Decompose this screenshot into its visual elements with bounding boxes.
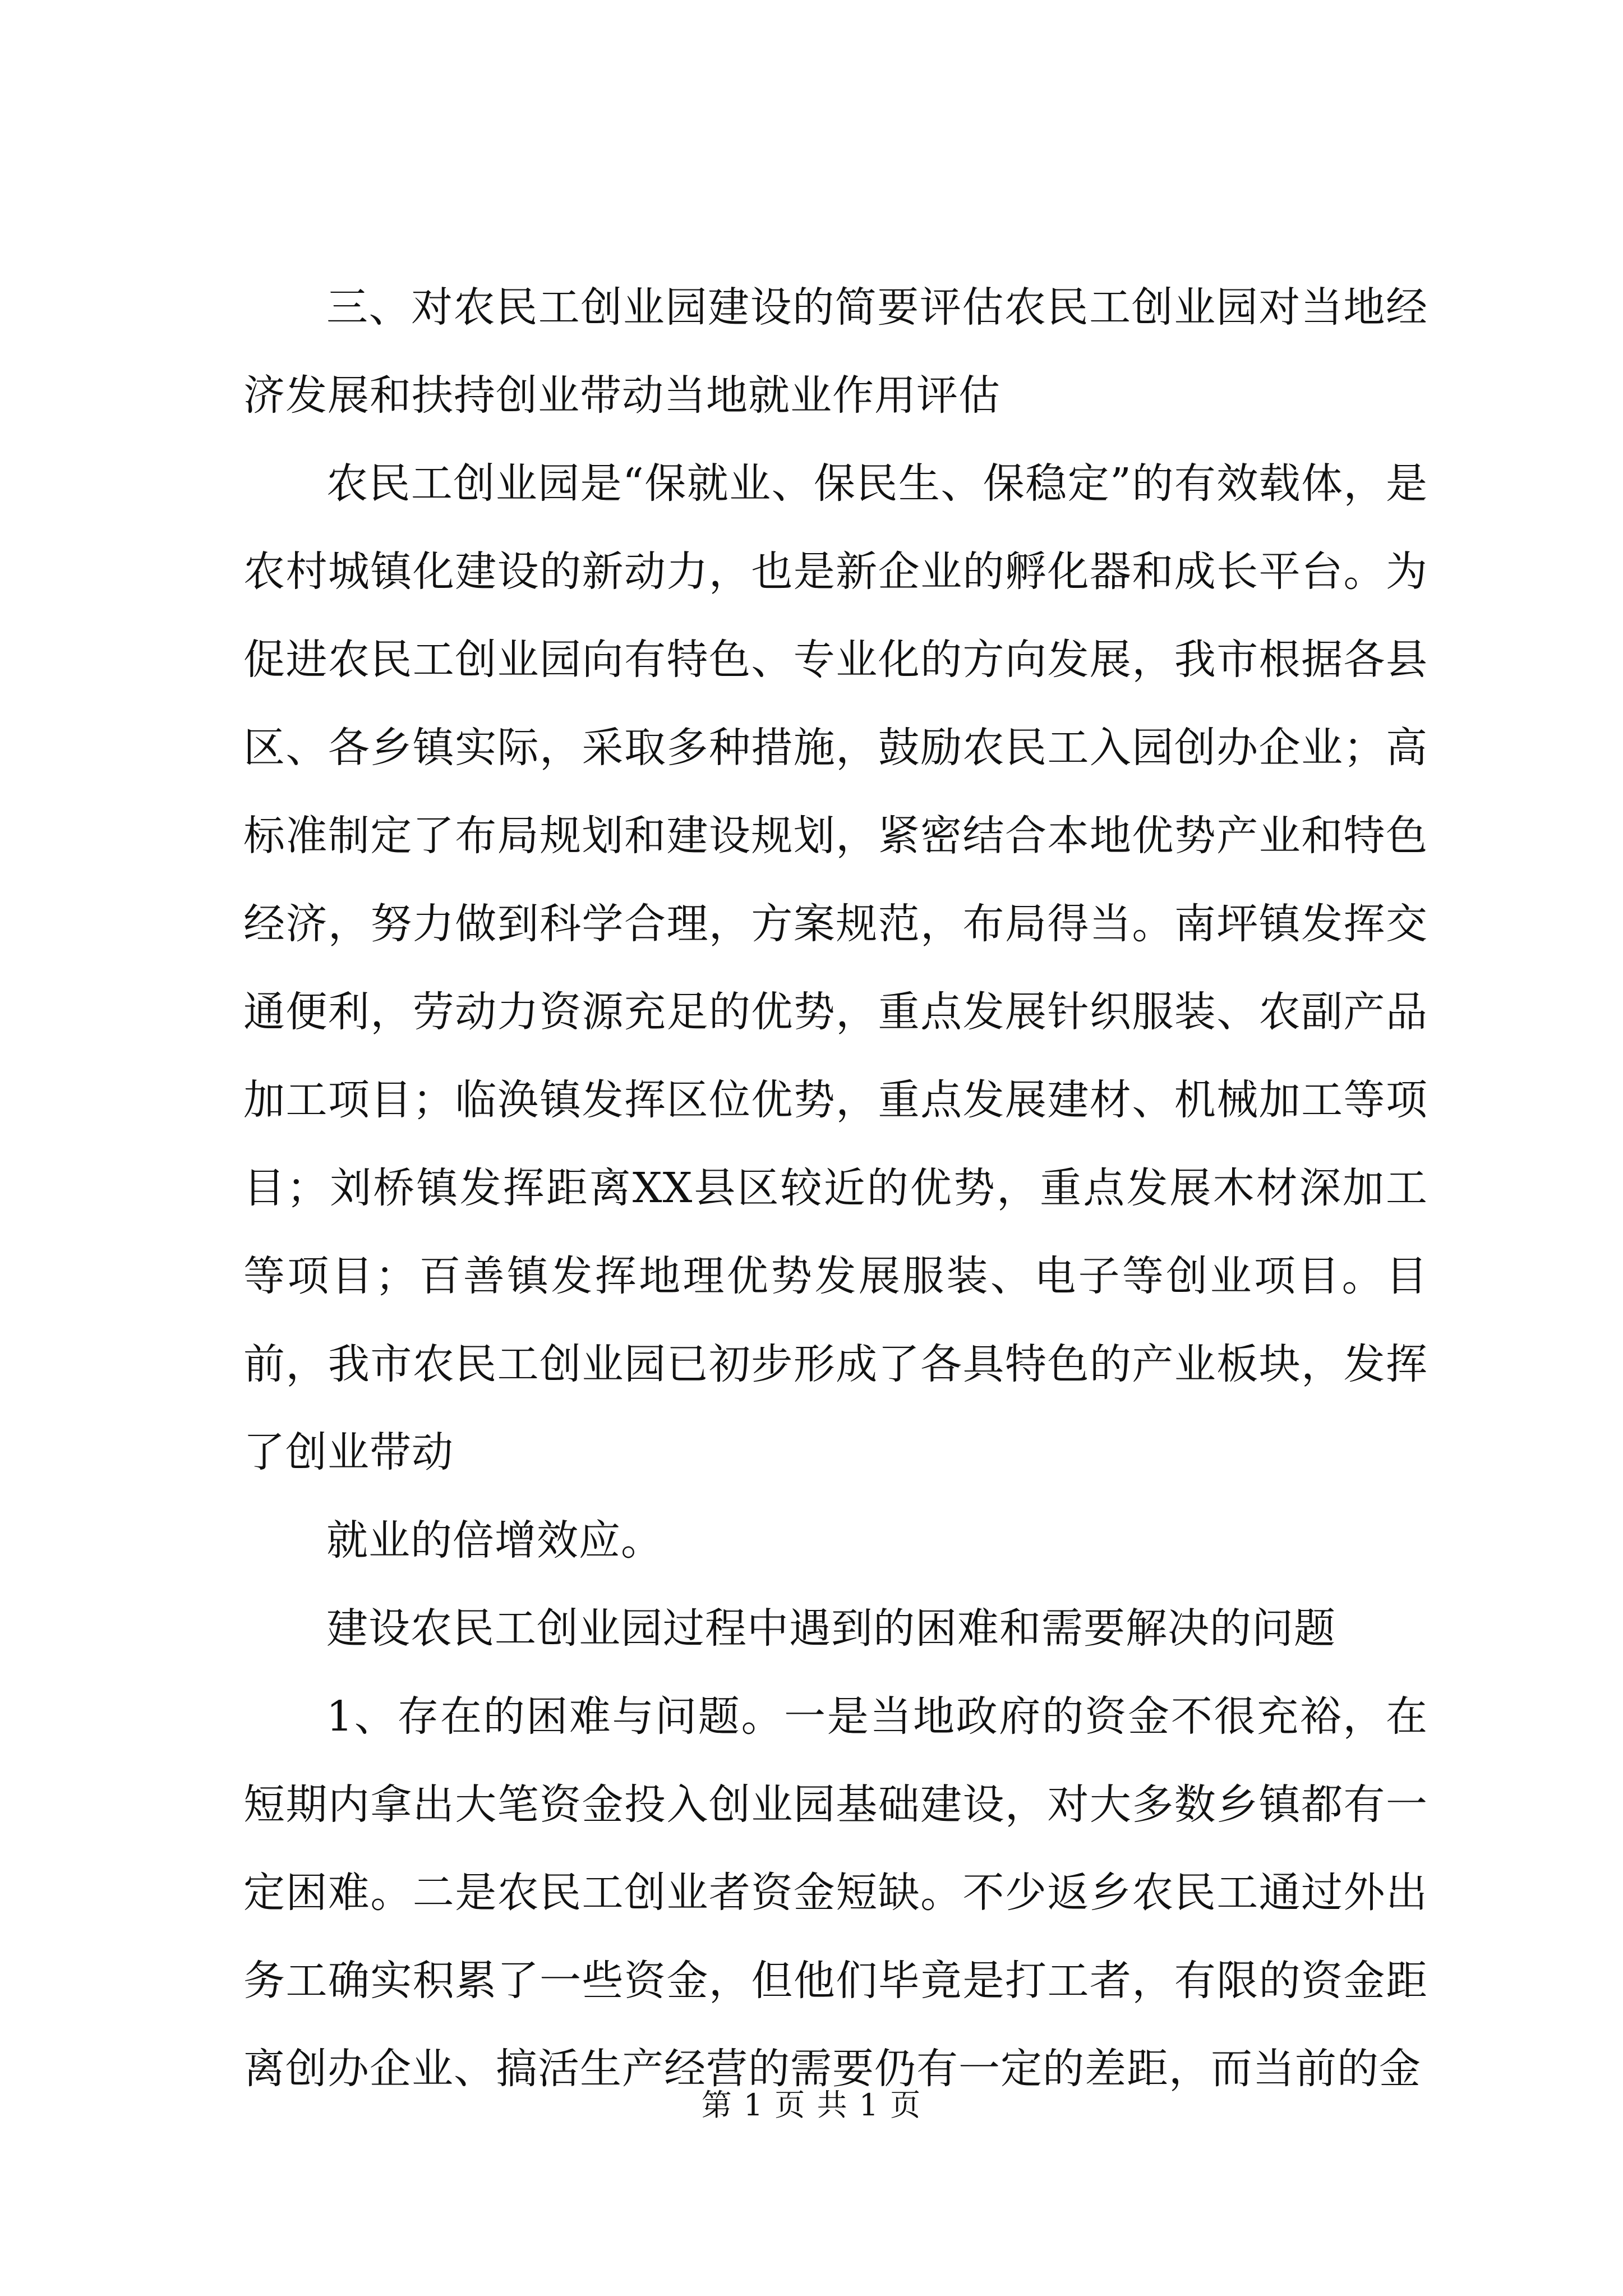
body-paragraph: 农民工创业园是“保就业、保民生、保稳定”的有效载体，是农村城镇化建设的新动力，也是新企业的孵化器和成长平台。为促进农民工创业园向有特色、专业化的方向发展，我市根据各县区、各乡镇实际，采取多种措施，鼓励农民工入园创办企业；高标准制定了布局规划和建设规划，紧密结合本地优势产业和特色经济，努力做到科学合理，方案规范，布局得当。南坪镇发挥交通便利，劳动力资源充足的优势，重点发展针织服装、农副产品加工项目；临涣镇发挥区位优势，重点发展建材、机械加工等项目；刘桥镇发挥距离XX县区较近的优势，重点发展木材深加工等项目；百善镇发挥地理优势发展服装、电子等创业项目。目前，我市农民工创业园已初步形成了各具特色的产业板块，发挥了创业带动 — [243, 459, 1428, 1476]
page-footer: 第 1 页 共 1 页 — [701, 2087, 922, 2123]
section-heading-paragraph: 三、对农民工创业园建设的简要评估农民工创业园对当地经济发展和扶持创业带动当地就业作用评估 — [243, 283, 1428, 420]
document-body — [243, 264, 1428, 2113]
subsection-heading-paragraph: 建设农民工创业园过程中遇到的困难和需要解决的问题 — [326, 1604, 1336, 1653]
body-paragraph-continuation: 就业的倍增效应。 — [326, 1516, 663, 1565]
body-paragraph: 1、存在的困难与问题。一是当地政府的资金不很充裕，在短期内拿出大笔资金投入创业园基础建设，对大多数乡镇都有一定困难。二是农民工创业者资金短缺。不少返乡农民工通过外出务工确实积累了一些资金，但他们毕竟是打工者，有限的资金距离创办企业、搞活生产经营的需要仍有一定的差距，而当前的金 — [243, 1692, 1428, 2093]
